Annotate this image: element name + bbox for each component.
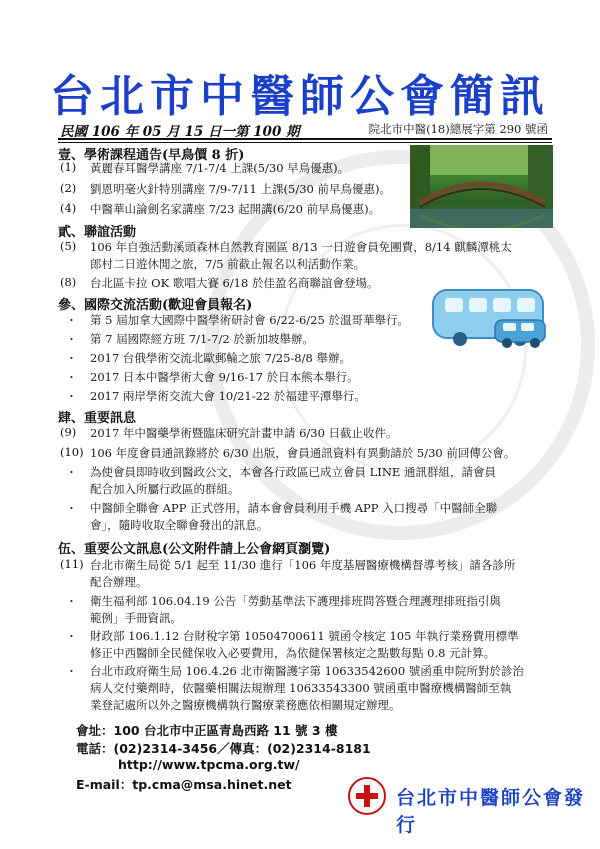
list-item-continued: 會」，隨時收取全聯會發出的訊息。: [90, 518, 269, 532]
header-rule-bottom: [58, 142, 552, 143]
bus-illustration: [415, 282, 555, 352]
bullet-icon: ・: [66, 333, 77, 346]
list-item-continued: 業登記處所以外之醫療機構執行醫療業務應依相關規定辦理。: [90, 698, 401, 712]
association-emblem-icon: [348, 777, 386, 815]
bullet-icon: ・: [66, 502, 77, 515]
bullet-icon: ・: [66, 314, 77, 327]
bullet-icon: ・: [66, 371, 77, 384]
list-item: 2017 兩岸學術交流大會 10/21-22 於福建平潭舉行。: [90, 389, 366, 403]
list-item-continued: 郎村二日遊休閒之旅，7/5 前截止報名以利活動作業。: [90, 257, 366, 271]
section-heading-important: 肆、重要訊息: [58, 411, 137, 426]
publisher-name: 台北市中醫師公會發行: [396, 787, 586, 836]
list-item: 106 年度會員通訊錄將於 6/30 出版，會員通訊資料有異動請於 5/30 前回傳公會。: [90, 446, 516, 460]
section-heading-international: 參、國際交流活動(歡迎會員報名): [58, 298, 253, 313]
list-item: 第 7 屆國際經方班 7/1-7/2 於新加坡舉辦。: [90, 332, 314, 346]
list-item: 106 年自強活動溪頭森林自然教育園區 8/13 一日遊會員免團費，8/14 麒麟潭桃太: [90, 240, 512, 254]
section-heading-social: 貳、聯誼活動: [58, 225, 137, 240]
header-rule-top: [58, 138, 552, 140]
list-item: 台北區卡拉 OK 歌唱大賽 6/18 於佳盈名商聯誼會登場。: [90, 276, 379, 290]
section-heading-academic: 壹、學術課程通告(早鳥價 8 折): [58, 148, 245, 163]
list-item-continued: 配合辦理。: [90, 575, 148, 589]
bridge-photo: [410, 145, 553, 228]
list-item: 2017 台俄學術交流北歐郵輪之旅 7/25-8/8 舉辦。: [90, 351, 351, 365]
list-item: 台北市衛生局從 5/1 起至 11/30 進行「106 年度基層醫療機構督導考核」請各診所: [90, 558, 516, 572]
list-item-continued: 配合加入所屬行政區的群組。: [90, 482, 240, 496]
bullet-icon: ・: [66, 466, 77, 479]
list-item-continued: 病人交付藥劑時，依醫藥相關法規辦理 10633543300 號函重申醫療機構醫師至執: [90, 681, 512, 695]
list-item: 中醫師全聯會 APP 正式啓用，請本會會員利用手機 APP 入口搜尋「中醫師全聯: [90, 501, 498, 515]
list-item: 2017 日本中醫學術大會 9/16-17 於日本熊本舉行。: [90, 370, 359, 384]
address: 會址：100 台北市中正區青島西路 11 號 3 樓: [76, 723, 338, 738]
item-number: (5): [60, 239, 77, 253]
list-item: 衛生福利部 106.04.19 公告「勞動基準法下護理排班問答暨合理護理排班指引與: [90, 594, 501, 608]
list-item-continued: 範例」手冊資訊。: [90, 611, 182, 625]
item-number: (9): [60, 425, 77, 439]
phone-fax: 電話：(02)2314-3456／傳真：(02)2314-8181: [76, 741, 371, 756]
list-item: 黃麗春耳醫學講座 7/1-7/4 上課(5/30 早鳥優惠)。: [90, 161, 350, 175]
list-item: 中醫華山論劍名家講座 7/23 起開講(6/20 前早鳥優惠)。: [90, 202, 381, 216]
list-item: 劉恩明毫火針特別講座 7/9-7/11 上課(5/30 前早鳥優惠)。: [90, 182, 391, 196]
list-item: 2017 年中醫藥學術暨臨床研究計畫申請 6/30 日截止收件。: [90, 426, 398, 440]
item-number: (8): [60, 275, 77, 289]
item-number: (1): [60, 160, 77, 174]
list-item: 第 5 屆加拿大國際中醫學術研討會 6/22-6/25 於溫哥華舉行。: [90, 313, 409, 327]
bullet-icon: ・: [66, 665, 77, 678]
issue-date: 民國 106 年 05 月 15 日一第 100 期: [60, 124, 300, 140]
bullet-icon: ・: [66, 595, 77, 608]
license-number: 院北市中醫(18)總展字第 290 號函: [368, 122, 548, 136]
list-item: 為使會員即時收到醫政公文，本會各行政區已成立會員 LINE 通訊群組，請會員: [90, 465, 496, 479]
website-link[interactable]: http://www.tpcma.org.tw/: [118, 757, 300, 772]
item-number: (11): [60, 557, 84, 571]
item-number: (10): [60, 445, 84, 459]
list-item-continued: 修正中西醫師全民健保收入必要費用，為依健保署核定之點數每點 0.8 元計算。: [90, 646, 496, 660]
list-item: 台北市政府衛生局 106.4.26 北市衛醫護字第 10633542600 號函重申院所對於診治: [90, 664, 524, 678]
bullet-icon: ・: [66, 390, 77, 403]
newsletter-title: 台北市中醫師公會簡訊: [50, 71, 550, 122]
bullet-icon: ・: [66, 352, 77, 365]
email-link[interactable]: E-mail：tp.cma@msa.hinet.net: [76, 777, 292, 792]
item-number: (4): [60, 201, 77, 215]
list-item: 財政部 106.1.12 台財稅字第 10504700611 號函令核定 105 年執行業務費用標準: [90, 629, 519, 643]
section-heading-official-documents: 伍、重要公文訊息(公文附件請上公會網頁瀏覽): [58, 542, 331, 557]
item-number: (2): [60, 181, 77, 195]
bullet-icon: ・: [66, 630, 77, 643]
